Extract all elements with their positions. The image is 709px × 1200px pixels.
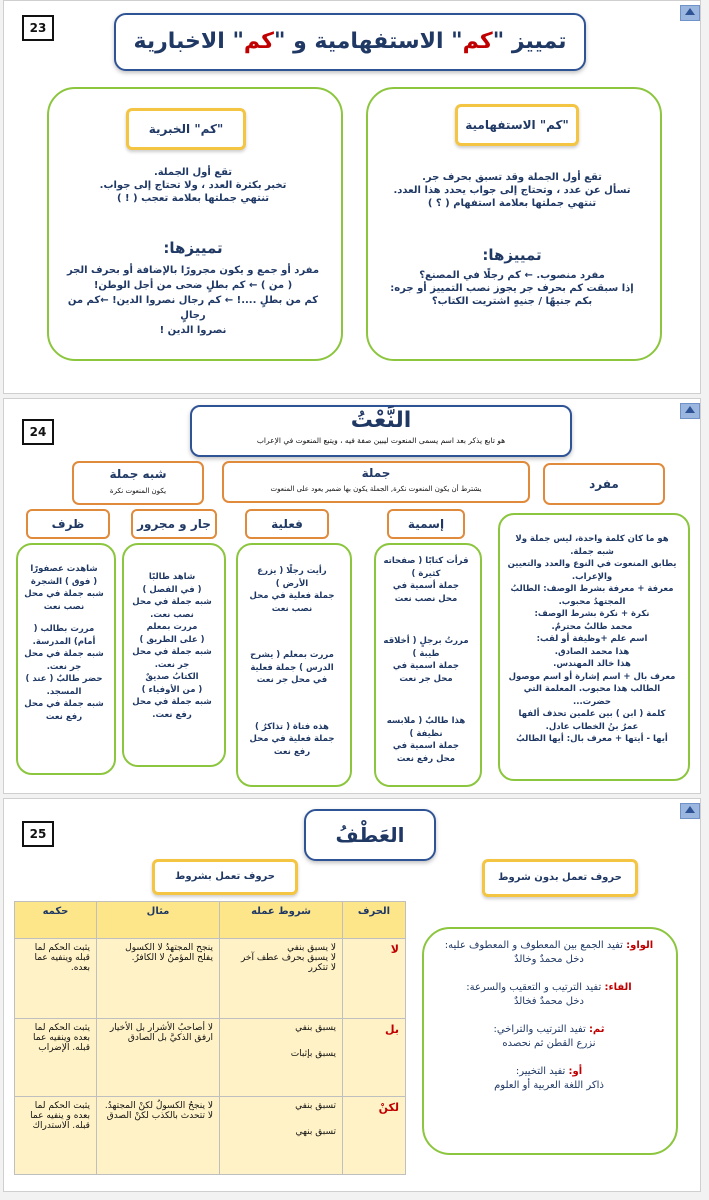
predicative-kam-tag: "كم" الخبرية — [126, 108, 246, 150]
table-header: الحرف شروط عمله مثال حكمه — [15, 902, 406, 939]
jumla-tag: جملة يشترط أن يكون المنعوت نكرة, الجملة يكون بها ضمير يعود على المنعوت — [222, 461, 530, 503]
list-item: الفاء: تفيد الترتيب و التعقيب والسرعة: دخل محمدٌ فخالدٌ — [466, 982, 632, 1007]
shibh-jumla-tag: شبه جملة يكون المنعوت نكرة — [72, 461, 204, 505]
table-row: لا لا يسبق بنفي لا يسبق بحرف عطف آخر لا تتكرر ينجح المجتهدُ لا الكسول يفلح المؤمنُ لا الكافرُ. يثبت الحكم لما قبله وينفيه عما بعده. — [15, 939, 406, 1019]
page-title: تمييز "كم" الاستفهامية و "كم" الاخبارية — [114, 13, 586, 71]
filiya-tag: فعلية — [245, 509, 329, 539]
ismiya-tag: إسمية — [387, 509, 465, 539]
list-item: ثم: تفيد الترتيب والتراخي: نزرع القطن ثم نحصده — [493, 1024, 605, 1049]
mufrad-text: هو ما كان كلمة واحدة، ليس جملة ولا شبه جملة. يطابق المنعوت في النوع والعدد والتعيين والإعراب. معرفة + معرفة بشرط الوصف: الطالبُ المجتهدُ محبوب. نكرة + نكرة بشرط الوصف: محمد طالبٌ محترمٌ. اسم علم +وظيفة أو لقب: هذا محمد الصادق. هذا خالد المهندس. معرف بال + اسم إشارة أو اسم موصول الطالب هذا محبوب. المعلمة التي حضرت... كلمة ( ابن ) بين علمين تحذف ألفها عمرُ بنُ الخطاب عادل. أيها - أيتها + معرف بال: أيها الطالبُ — [507, 534, 677, 744]
conditions-table — [14, 901, 406, 1175]
slide-number: 23 — [22, 15, 54, 41]
table-row: بل يسبق بنفي يسبق بإثبات لا أصاحبُ الأشرار بل الأخيار ارفق الذكيَّ بل الصادق يثبت الحكم لما بعده وينفيه عما قبله. الإضراب — [15, 1019, 406, 1097]
predicative-desc: تقع أول الجملة. تخبر بكثرة العدد ، ولا تحتاج إلى جواب. تنتهي جملتها بعلامة تعجب ( ! ) — [99, 167, 287, 204]
list-item: الواو: تفيد الجمع بين المعطوف و المعطوف عليه: دخل محمدٌ وخالدٌ — [444, 940, 654, 965]
interrogative-heading: تمييزها: — [482, 246, 542, 264]
scroll-up-icon[interactable] — [680, 403, 700, 419]
slide-25 — [3, 798, 701, 1192]
interrogative-examples: مفرد منصوب. ← كم رجلًا في المصنع؟ إذا سبقت كم بحرف جر يجوز نصب التمييز أو جره: بكم جنيهًا / جنيهٍ اشتريت الكتاب؟ — [390, 270, 634, 307]
slide-number: 24 — [22, 419, 54, 445]
ismiya-text: قرأت كتابًا ( صفحاته كثيرة ) جملة أسمية في محل نصب نعت مررتُ برجلٍ ( أخلاقه طيبة ) جملة اسمية في محل جر نعت هذا طالبٌ ( ملابسه نظيفة ) جملة اسمية في محل رفع نعت — [383, 556, 469, 764]
interrogative-kam-tag: "كم" الاستفهامية — [455, 104, 579, 146]
zarf-tag: ظرف — [26, 509, 110, 539]
mufrad-tag: مفرد — [543, 463, 665, 505]
interrogative-desc: تقع أول الجملة وقد تسبق بحرف جر. تسأل عن عدد ، وتحتاج إلى جواب يحدد هذا العدد. تنتهي جملتها بعلامة استفهام ( ؟ ) — [393, 172, 631, 209]
slide-24 — [3, 398, 701, 794]
list-item: أو: تفيد التخيير: ذاكر اللغة العربية أو العلوم — [494, 1066, 604, 1091]
slide-23 — [3, 0, 701, 394]
table-row: لكنْ تسبق بنفي تسبق بنهي لا ينجحُ الكسولُ لكنْ المجتهدُ. لا تتحدث بالكذب لكنْ الصدق يثبت الحكم لما بعده و ينفيه عما قبله. الاستدراك — [15, 1097, 406, 1175]
scroll-up-icon[interactable] — [680, 5, 700, 21]
unconditional-tag: حروف تعمل بدون شروط — [482, 859, 638, 897]
slide-number: 25 — [22, 821, 54, 847]
unconditional-list — [432, 939, 666, 1093]
zarf-text: شاهدت عصفورًا ( فوق ) الشجرة شبه جملة في محل نصب نعت مررت بطالب ( أمام) المدرسة. شبه جملة في محل جر نعت. حضر طالبٌ ( عند ) المسجد. شبه جملة في محل رفع نعت — [24, 564, 104, 722]
jar-majrur-text: شاهد طالبًا ( في الفصل ) شبه جملة في محل نصب نعت. مررت بمعلم ( على الطريق ) شبه جملة في محل جر نعت. الكتابُ صديقٌ ( من الأوفياء ) شبه جملة في محل رفع نعت. — [132, 572, 212, 720]
predicative-heading: تمييزها: — [163, 239, 223, 257]
predicative-examples: مفرد أو جمع و يكون مجرورًا بالإضافة أو بحرف الجر ( من ) ← كم بطلٍ ضحى من أجل الوطن! كم من بطلٍ ....! ← كم رجال نصروا الدين! ←كم من رجالٍ نصروا الدين ! — [66, 265, 320, 336]
filiya-text: رأيت رجلًا ( يزرع الأرض ) جملة فعلية في محل نصب نعت مررت بمعلم ( يشرح الدرس ) جملة فعلية في محل جر نعت هذه فتاة ( تذاكرُ ) جملة فعلية في محل رفع نعت — [249, 566, 335, 757]
conditional-tag: حروف تعمل بشروط — [152, 859, 298, 895]
page-title: النَّعْتُ هو تابع يذكر بعد اسم يسمى المنعوت ليبين صفة فيه ، ويتبع المنعوت في الإعراب — [190, 405, 572, 457]
jar-majrur-tag: جار و مجرور — [131, 509, 217, 539]
scroll-up-icon[interactable] — [680, 803, 700, 819]
page-title: العَطْفُ — [304, 809, 436, 861]
